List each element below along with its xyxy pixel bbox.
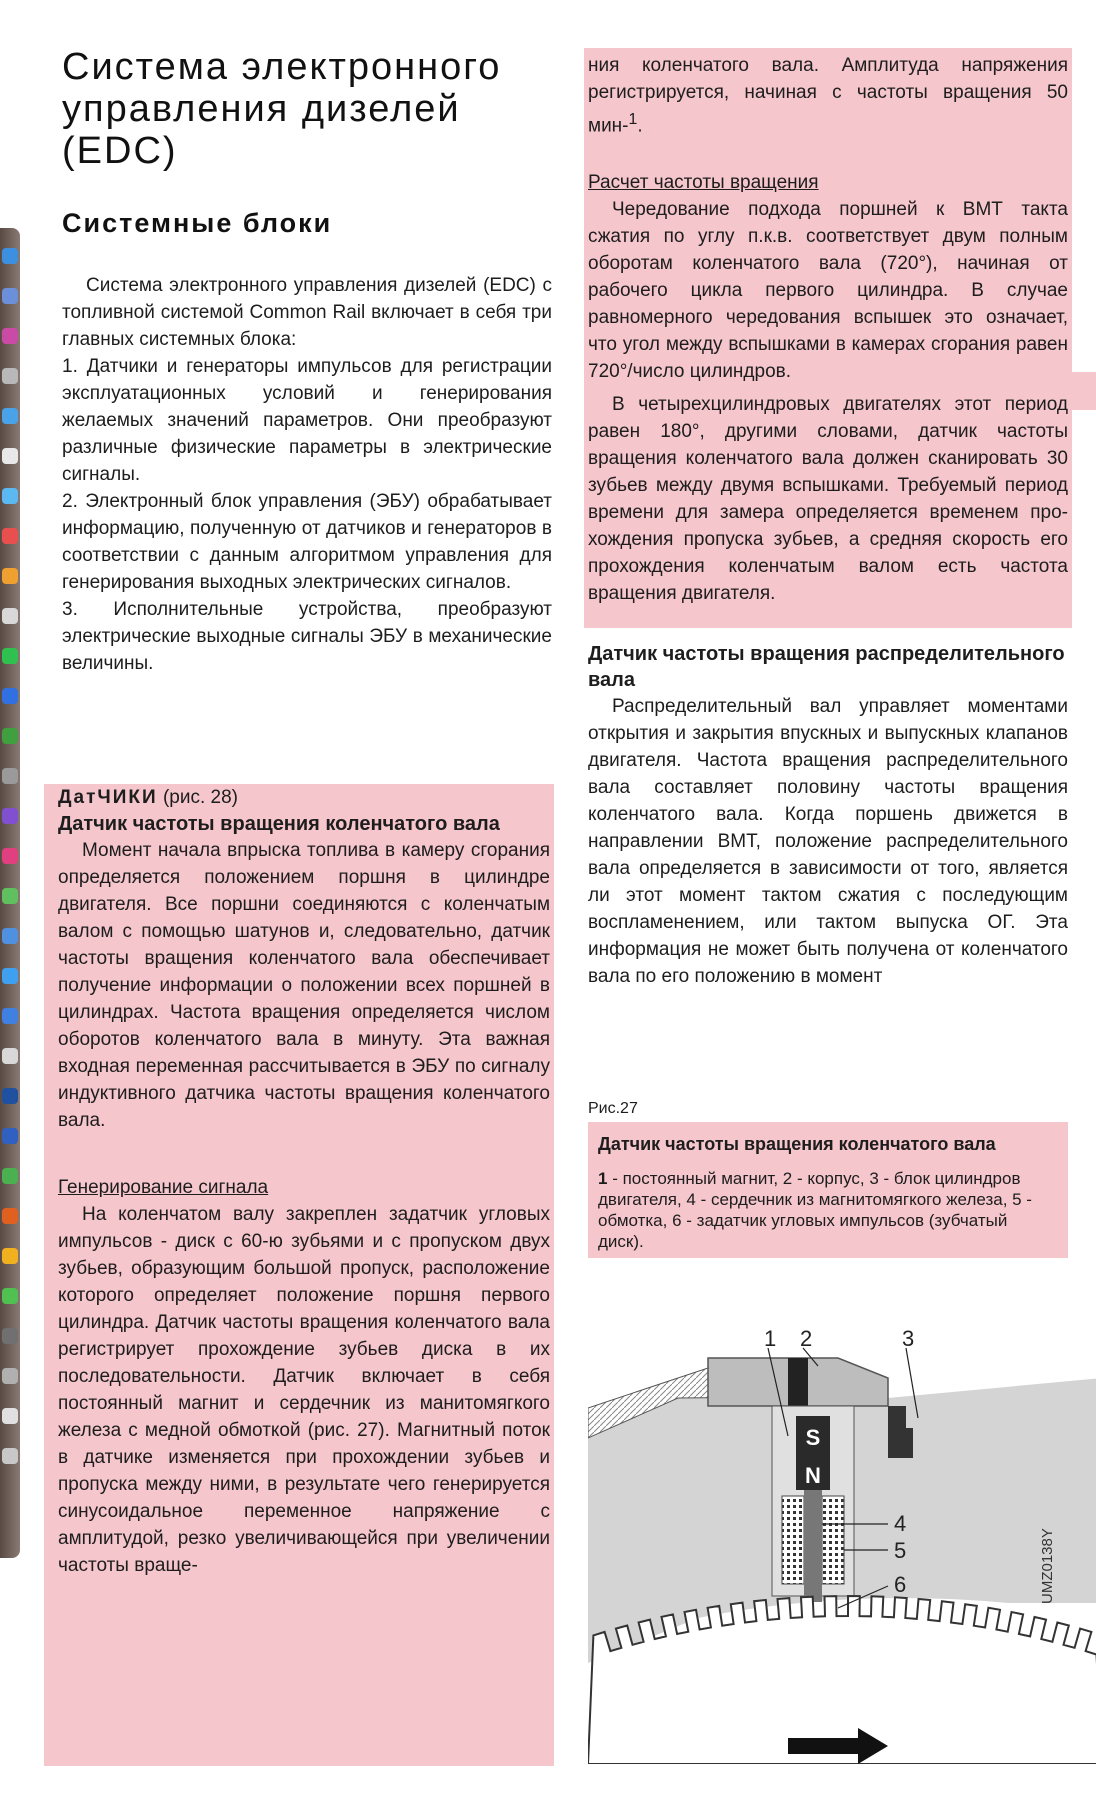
dock-app-icon[interactable] <box>2 648 18 664</box>
sensors-heading-ref: (рис. 28) <box>162 787 238 808</box>
dock-app-icon[interactable] <box>2 568 18 584</box>
dock-app-icon[interactable] <box>2 528 18 544</box>
intro-item: 1. Датчики и генераторы импульсов для регистрации эксплуатационных условий и генерирования желаемых значений параметров. Они преобразуют различные физические параметры в электрические сигналы. <box>62 356 552 485</box>
callout-1: 1 <box>764 1326 777 1351</box>
dock-app-icon[interactable] <box>2 728 18 744</box>
figure-code: UMZ0138Y <box>1039 1528 1056 1604</box>
dock-app-icon[interactable] <box>2 488 18 504</box>
section-subtitle: Системные блоки <box>62 208 333 238</box>
coil-winding-left <box>782 1496 804 1584</box>
sensors-heading <box>58 784 550 811</box>
dock-app-icon[interactable] <box>2 1288 18 1304</box>
right-column <box>588 52 1068 990</box>
dock-app-icon[interactable] <box>2 1088 18 1104</box>
dock-app-icon[interactable] <box>2 248 18 264</box>
dock-app-icon[interactable] <box>2 1168 18 1184</box>
dock-app-icon[interactable] <box>2 928 18 944</box>
dock-app-icon[interactable] <box>2 328 18 344</box>
continuation-body: ния коленчатого вала. Амплитуда напряжения регистрируется, начиная с частоты вращения 50 мин- <box>588 55 1068 137</box>
dock-app-icon[interactable] <box>2 888 18 904</box>
dock-app-icon[interactable] <box>2 1448 18 1464</box>
dock-app-icon[interactable] <box>2 968 18 984</box>
figure-caption: Рис.27 <box>588 1100 638 1117</box>
intro-item: 3. Исполнительные устройства, преобразуют электрические выходные сигналы ЭБУ в механические величины. <box>62 599 552 674</box>
callout-2: 2 <box>800 1326 813 1351</box>
continuation-superscript: 1 <box>628 111 638 128</box>
figure-legend <box>598 1168 1054 1252</box>
intro-lead: Система электронного управления дизелей (EDC) с топливной системой Common Rail включает в себя три главных системных блока: <box>62 275 552 350</box>
crank-sensor-title: Датчик частоты вращения коленчатого вала <box>58 813 500 835</box>
crankshaft-sensor-diagram <box>588 1318 1096 1764</box>
intro-item: 2. Электронный блок управления (ЭБУ) обрабатывает информацию, полученную от датчиков и генераторов в соответствии с данным алгоритмом управления для генерирования выходных электрических сигналов. <box>62 491 552 593</box>
dock-app-icon[interactable] <box>2 1408 18 1424</box>
dock-app-icon[interactable] <box>2 368 18 384</box>
dock-app-icon[interactable] <box>2 1008 18 1024</box>
dock-app-icon[interactable] <box>2 1328 18 1344</box>
sensors-section <box>58 784 550 1579</box>
callout-6: 6 <box>894 1572 907 1597</box>
rpm-calc-title: Расчет частоты вращения <box>588 172 819 194</box>
intro-block <box>62 272 552 677</box>
dock-app-icon[interactable] <box>2 288 18 304</box>
cam-sensor-text: Распределительный вал управляет моментами открытия и закрытия впускных и выпускных клапанов двигателя. Частота вращения распределительного вала составляет половину частоты вращения коленчатого вала. Когда поршень движется в направлении ВМТ, положение распределительного вала определяется в зависимости от того, является ли этот момент тактом сжатия с последующим воспламенением, или тактом выпуска ОГ. Эта информация не может быть получена от коленчатого вала по его положению в момент <box>588 696 1068 988</box>
dock-app-icon[interactable] <box>2 768 18 784</box>
callout-5: 5 <box>894 1538 907 1563</box>
dock-app-icon[interactable] <box>2 848 18 864</box>
callout-3: 3 <box>902 1326 915 1351</box>
dock-app-icon[interactable] <box>2 1048 18 1064</box>
coil-winding-right <box>822 1496 844 1584</box>
dock-app-icon[interactable] <box>2 1248 18 1264</box>
callout-4: 4 <box>894 1511 907 1536</box>
app-dock <box>0 228 20 1558</box>
signal-gen-title: Генерирование сигнала <box>58 1177 269 1198</box>
document-page <box>22 0 1096 1794</box>
cam-sensor-title: Датчик частоты вращения распределительного вала <box>588 643 1065 692</box>
housing-band <box>788 1358 808 1406</box>
crank-sensor-text: Момент начала впрыска топлива в камеру сгорания определяется положением поршня в цилиндре двигателя. Все поршни соединяются с коленчатым валом с помощью шатунов и, следовательно, датчик частоты вращения коленчатого вала обеспечивает получение информации о положении всех поршней в цилиндрах. Частота вращения определяется числом оборотов коленчатого вала в минуту. Эта важная входная переменная рассчитывается в ЭБУ по сигналу индуктивного датчика частоты вращения коленчатого вала. <box>58 840 550 1131</box>
dock-app-icon[interactable] <box>2 808 18 824</box>
dock-app-icon[interactable] <box>2 448 18 464</box>
dock-app-icon[interactable] <box>2 1208 18 1224</box>
sensors-heading-text: ДатЧИКИ <box>58 787 158 808</box>
continuation-end: . <box>637 115 643 137</box>
dock-app-icon[interactable] <box>2 1128 18 1144</box>
dock-app-icon[interactable] <box>2 608 18 624</box>
figure-title: Датчик частоты вращения коленчатого вала <box>598 1134 996 1154</box>
dock-app-icon[interactable] <box>2 1368 18 1384</box>
dock-app-icon[interactable] <box>2 408 18 424</box>
figure-legend-first-number: 1 <box>598 1169 608 1188</box>
dock-app-icon[interactable] <box>2 688 18 704</box>
signal-gen-text: На коленчатом валу закреплен задатчик угловых импульсов - диск с 60-ю зубьями и с пропуском двух зубьев, образующим большой пропуск, расположение которого определяет положение поршня первого цилиндра. Датчик частоты вращения коленчатого вала регистрирует прохождение зубьев диска в их последовательности. Датчик включает в себя постоянный магнит и сердечник из манитомягкого железа с медной обмоткой (рис. 27). Магнитный поток в датчике изменяется при прохождении зубьев и пропуска между ними, в результате чего генерируется синусоидальное переменное напряжение с амплитудой, резко увеличивающейся при увеличении частоты враще- <box>58 1204 550 1576</box>
page-title: Система электронного управления дизелей (EDC) <box>62 46 502 172</box>
continuation-text <box>588 52 1068 139</box>
magnet-pole-s: S <box>805 1425 821 1450</box>
rpm-calc-paragraph-2: В четырехцилиндровых двигателях этот период равен 180°, другими словами, датчик частоты вращения коленчатого вала должен сканировать 30 зубьев между двумя вспышками. Требуемый период времени для замера определяется временем прохождения пропуска зубьев, а средняя скорость его прохождения коленчатым валом есть частота вращения двигателя. <box>588 394 1068 605</box>
figure-legend-text: - постоянный магнит, 2 - корпус, 3 - блок цилиндров двигателя, 4 - сердечник из магнитомягкого железа, 5 - обмотка, 6 - задатчик угловых импульсов (зубчатый диск). <box>598 1169 1032 1251</box>
rpm-calc-paragraph-1: Чередование подхода поршней к ВМТ такта сжатия по углу п.к.в. соответствует двум полным оборотам коленчатого вала (720°), начиная от рабочего цикла первого цилиндра. В случае равномерного чередования вспышек это означает, что угол между вспышками в камерах сгорания равен 720°/число цилиндров. <box>588 199 1068 383</box>
figure-legend-box <box>588 1122 1068 1258</box>
soft-iron-core <box>804 1490 822 1602</box>
magnet-pole-n: N <box>805 1463 821 1488</box>
